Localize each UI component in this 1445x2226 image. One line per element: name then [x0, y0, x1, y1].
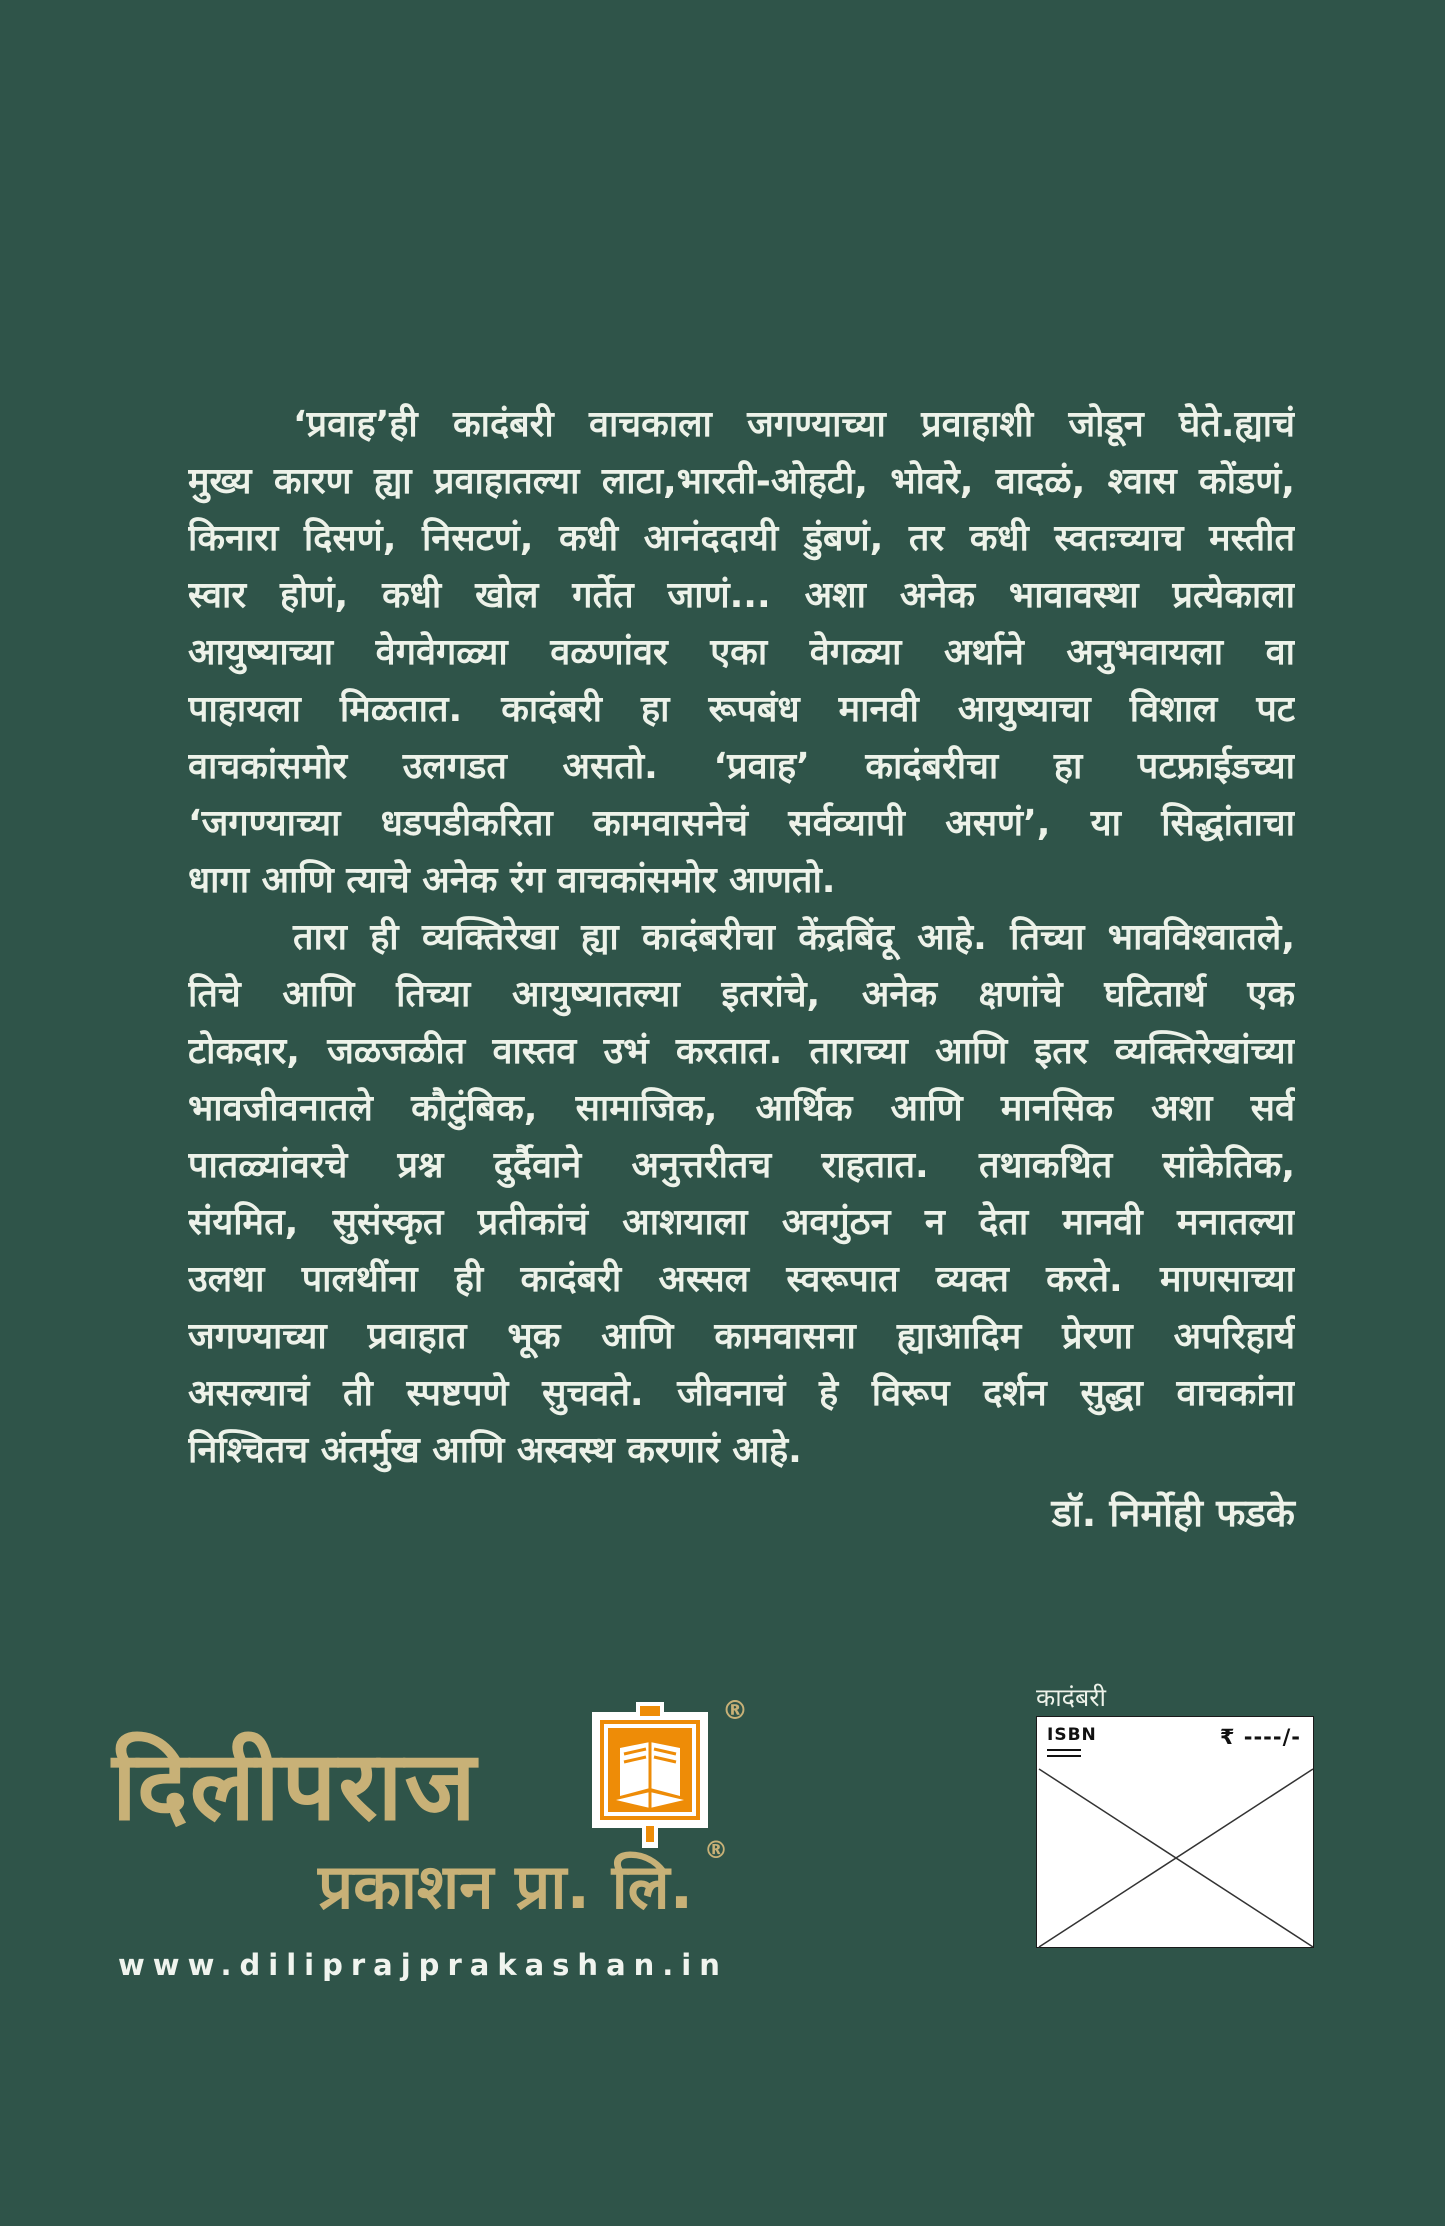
blurb-paragraph-2-line-10: निश्चितच अंतर्मुख आणि अस्वस्थ करणारं आहे. — [188, 1430, 802, 1471]
blurb-paragraph-2-line-1: तारा ही व्यक्तिरेखा ह्या कादंबरीचा केंद्रबिंदू आहे. तिच्या भावविश्वातले, — [293, 917, 1295, 958]
blurb-paragraph-2-line-6: संयमित, सुसंस्कृत प्रतीकांचं आशयाला अवगुंठन न देता मानवी मनातल्या — [188, 1202, 1295, 1243]
category-label: कादंबरी — [1036, 1683, 1106, 1712]
blurb-paragraph-1-line-6: पाहायला मिळतात. कादंबरी हा रूपबंध मानवी आयुष्याचा विशाल पट — [188, 689, 1295, 730]
blurb-paragraph-1-line-3: किनारा दिसणं, निसटणं, कधी आनंददायी डुंबणं, तर कधी स्वतःच्याच मस्तीत — [188, 518, 1295, 559]
blurb-paragraph-2-line-5: पातळ्यांवरचे प्रश्न दुर्दैवाने अनुत्तरीतच राहतात. तथाकथित सांकेतिक, — [188, 1145, 1295, 1186]
blurb-paragraph-2-line-4: भावजीवनातले कौटुंबिक, सामाजिक, आर्थिक आणि मानसिक अशा सर्व — [188, 1088, 1295, 1129]
blurb-paragraph-2-line-3: टोकदार, जळजळीत वास्तव उभं करतात. ताराच्या आणि इतर व्यक्तिरेखांच्या — [188, 1031, 1295, 1072]
blurb-paragraph-2-line-2: तिचे आणि तिच्या आयुष्यातल्या इतरांचे, अनेक क्षणांचे घटितार्थ एक — [188, 974, 1295, 1015]
isbn-label: ISBN — [1047, 1725, 1097, 1745]
isbn-price-box — [1036, 1716, 1314, 1948]
publisher-logo-name: दिलीपराज — [112, 1730, 478, 1842]
blurb-paragraph-1-line-1: ‘प्रवाह’ही कादंबरी वाचकाला जगण्याच्या प्रवाहाशी जोडून घेते.ह्याचं — [293, 404, 1295, 445]
blurb-paragraph-1-line-9: धागा आणि त्याचे अनेक रंग वाचकांसमोर आणतो. — [188, 860, 836, 901]
open-book-icon — [590, 1700, 718, 1850]
blurb-paragraph-1-line-8: ‘जगण्याच्या धडपडीकरिता कामवासनेचं सर्वव्यापी असणं’, या सिद्धांताचा — [188, 803, 1295, 844]
blurb-text — [188, 396, 1295, 1479]
publisher-logo-subname: प्रकाशन प्रा. लि. — [318, 1850, 694, 1923]
blurb-paragraph-1-line-4: स्वार होणं, कधी खोल गर्तेत जाणं... अशा अनेक भावावस्था प्रत्येकाला — [188, 575, 1295, 616]
blurb-paragraph-2-line-7: उलथा पालथींना ही कादंबरी अस्सल स्वरूपात व्यक्त करते. माणसाच्या — [188, 1259, 1295, 1300]
registered-trademark-icon: ® — [704, 1836, 728, 1864]
isbn-block — [1047, 1725, 1097, 1757]
blurb-paragraph-2-line-9: असल्याचं ती स्पष्टपणे सुचवते. जीवनाचं हे विरूप दर्शन सुद्धा वाचकांना — [188, 1373, 1295, 1414]
blurb-paragraph-1-line-2: मुख्य कारण ह्या प्रवाहातल्या लाटा,भारती-ओहटी, भोवरे, वादळं, श्वास कोंडणं, — [188, 461, 1295, 502]
blurb-paragraph-1-line-5: आयुष्याच्या वेगवेगळ्या वळणांवर एका वेगळ्या अर्थाने अनुभवायला वा — [188, 632, 1295, 673]
registered-trademark-icon: ® — [722, 1696, 748, 1726]
blurb-paragraph-1-line-7: वाचकांसमोर उलगडत असतो. ‘प्रवाह’ कादंबरीचा हा पटफ्राईडच्या — [188, 746, 1295, 787]
isbn-placeholder-line — [1047, 1755, 1081, 1757]
blurb-paragraph-2-line-8: जगण्याच्या प्रवाहात भूक आणि कामवासना ह्याआदिम प्रेरणा अपरिहार्य — [188, 1316, 1295, 1357]
isbn-placeholder-line — [1047, 1749, 1081, 1751]
price-label: ₹ ----/- — [1219, 1725, 1301, 1749]
publisher-website: www.diliprajprakashan.in — [118, 1948, 728, 1982]
author-credit: डॉ. निर्मोही फडके — [1051, 1491, 1295, 1535]
